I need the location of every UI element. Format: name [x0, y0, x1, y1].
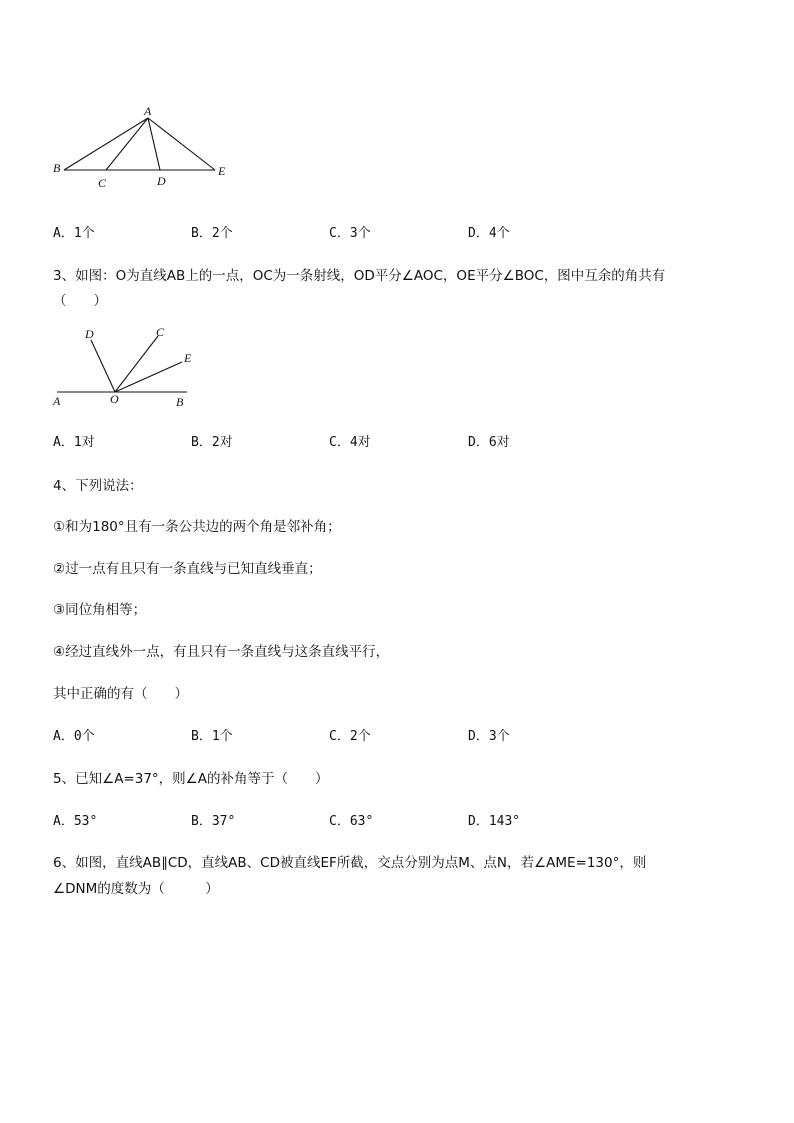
- q4-option-a: A．0个: [53, 729, 95, 744]
- fig1-label-C: C: [98, 176, 107, 190]
- q4-item-2: ②过一点有且只有一条直线与已知直线垂直；: [53, 561, 322, 577]
- q4-option-c: C．2个: [329, 729, 371, 744]
- fig3-label-O: O: [110, 392, 119, 406]
- q2-option-d: D．4个: [468, 226, 510, 241]
- q4-option-b: B．1个: [191, 729, 233, 744]
- q2-option-c: C．3个: [329, 226, 371, 241]
- q5-option-c: C．63°: [329, 814, 374, 829]
- q4-stem: 4、下列说法：: [53, 478, 143, 494]
- triangle-figure: [40, 100, 240, 195]
- fig3-label-A: A: [53, 394, 61, 408]
- q3-option-d: D．6对: [468, 435, 510, 450]
- fig3-label-E: E: [184, 351, 192, 365]
- q5-option-b: B．37°: [191, 814, 236, 829]
- q4-question: 其中正确的有（ ）: [53, 686, 188, 702]
- fig1-label-B: B: [53, 161, 61, 175]
- fig1-label-A: A: [144, 104, 152, 118]
- fig3-label-D: D: [85, 327, 94, 341]
- q3-stem-line1: 3、如图：O为直线AB上的一点，OC为一条射线，OD平分∠AOC，OE平分∠BOC，图中互余的角共有: [53, 268, 666, 284]
- q4-option-d: D．3个: [468, 729, 510, 744]
- q3-option-b: B．2对: [191, 435, 233, 450]
- q3-option-c: C．4对: [329, 435, 371, 450]
- q6-stem-line1: 6、如图，直线AB∥CD，直线AB、CD被直线EF所截，交点分别为点M、点N，若∠AME=130°，则: [53, 855, 647, 871]
- fig1-label-E: E: [218, 164, 226, 178]
- q2-option-a: A．1个: [53, 226, 95, 241]
- q4-item-1: ①和为180°且有一条公共边的两个角是邻补角；: [53, 519, 341, 535]
- q5-option-a: A．53°: [53, 814, 98, 829]
- fig3-label-C: C: [156, 325, 165, 339]
- fig1-label-D: D: [157, 174, 166, 188]
- fig3-label-B: B: [176, 395, 184, 409]
- q6-stem-line2: ∠DNM的度数为（ ）: [53, 881, 219, 897]
- q2-option-b: B．2个: [191, 226, 233, 241]
- q3-stem-line2: （ ）: [53, 293, 107, 309]
- q5-stem: 5、已知∠A=37°，则∠A的补角等于（ ）: [53, 771, 329, 787]
- q3-option-a: A．1对: [53, 435, 95, 450]
- angle-figure: [45, 320, 205, 415]
- q4-item-4: ④经过直线外一点，有且只有一条直线与这条直线平行，: [53, 644, 390, 660]
- q5-option-d: D．143°: [468, 814, 521, 829]
- q4-item-3: ③同位角相等；: [53, 602, 147, 618]
